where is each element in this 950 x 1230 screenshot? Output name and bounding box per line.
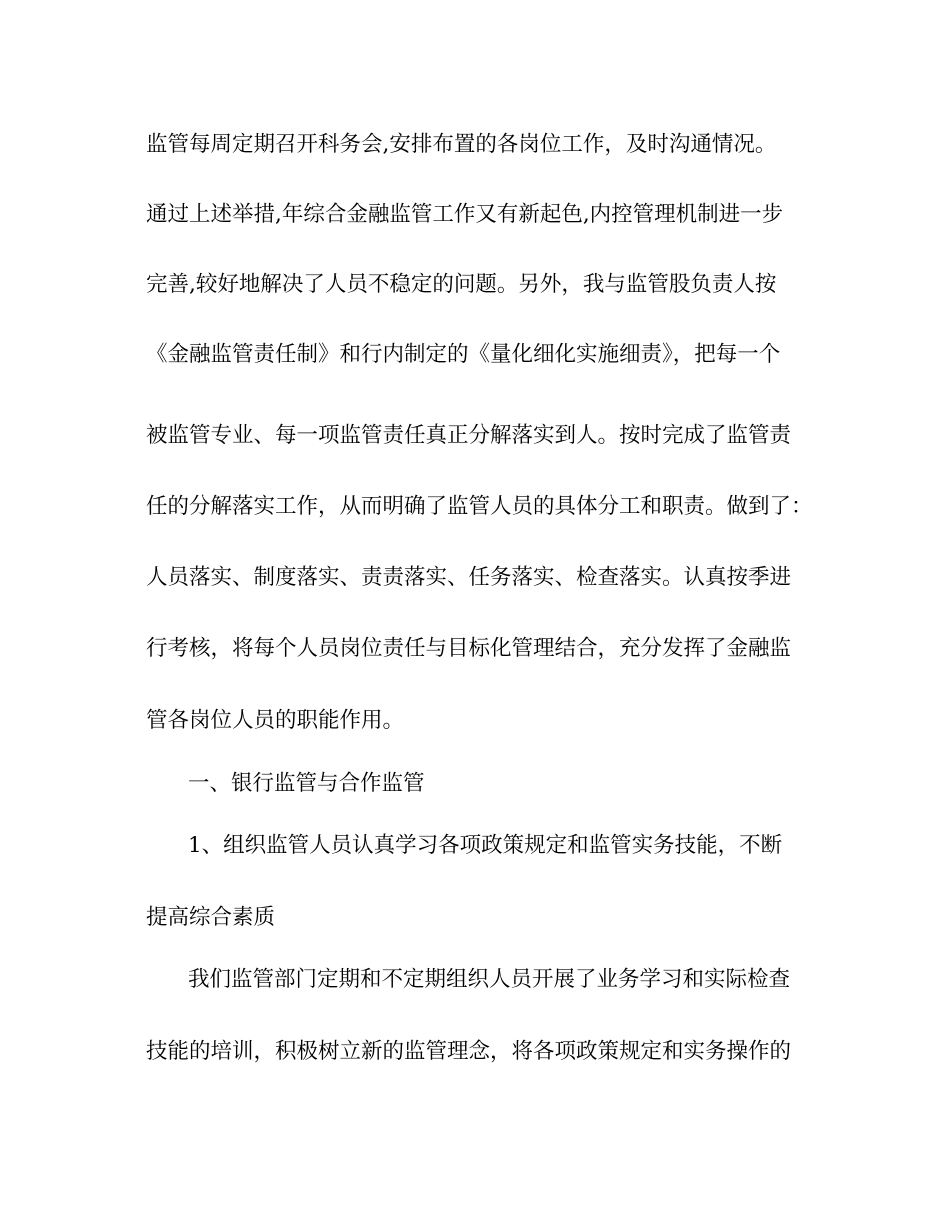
paragraph-line: 技能的培训，积极树立新的监管理念，将各项政策规定和实务操作的: [146, 1039, 792, 1064]
paragraph-line: 任的分解落实工作，从而明确了监管人员的具体分工和职责。做到了：: [146, 494, 813, 519]
paragraph-line: 通过上述举措,年综合金融监管工作又有新起色,内控管理机制进一步: [146, 202, 784, 227]
section-heading: 一、银行监管与合作监管: [188, 771, 425, 796]
subsection-heading-continued: 提高综合素质: [146, 905, 276, 930]
paragraph-line: 完善,较好地解决了人员不稳定的问题。另外，我与监管股负责人按: [146, 272, 777, 297]
paragraph-line: 管各岗位人员的职能作用。: [146, 708, 405, 733]
paragraph-line: 《金融监管责任制》和行内制定的《量化细化实施细责》，把每一个: [146, 342, 781, 367]
paragraph-line: 监管每周定期召开科务会,安排布置的各岗位工作，及时沟通情况。: [146, 132, 777, 157]
paragraph-line: 人员落实、制度落实、责责落实、任务落实、检查落实。认真按季进: [146, 565, 792, 590]
paragraph-line: 行考核，将每个人员岗位责任与目标化管理结合，充分发挥了金融监: [146, 636, 792, 661]
paragraph-line: 被监管专业、每一项监管责任真正分解落实到人。按时完成了监管责: [146, 423, 792, 448]
subsection-heading: 1、组织监管人员认真学习各项政策规定和监管实务技能，不断: [188, 833, 783, 858]
paragraph-line: 我们监管部门定期和不定期组织人员开展了业务学习和实际检查: [188, 967, 791, 992]
